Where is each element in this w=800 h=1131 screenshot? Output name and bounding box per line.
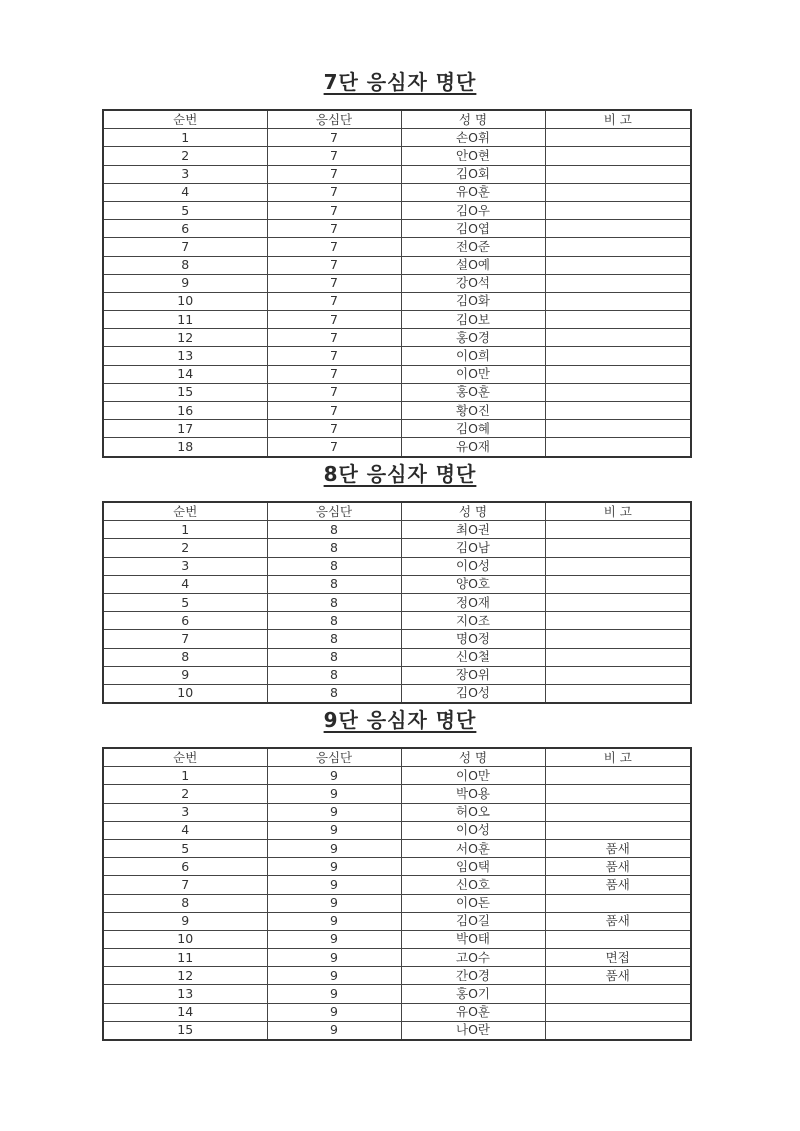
cell-grade: 9 [267, 967, 401, 985]
column-header-name: 성 명 [401, 502, 545, 521]
cell-name: 김O화 [401, 292, 545, 310]
cell-no: 6 [103, 612, 267, 630]
cell-no: 10 [103, 684, 267, 703]
cell-name: 이O성 [401, 821, 545, 839]
cell-name: 서O훈 [401, 839, 545, 857]
cell-name: 김O혜 [401, 420, 545, 438]
cell-no: 4 [103, 821, 267, 839]
table-row [103, 985, 691, 1003]
cell-no: 13 [103, 347, 267, 365]
cell-note [545, 129, 691, 147]
cell-note [545, 274, 691, 292]
cell-no: 7 [103, 238, 267, 256]
table-row [103, 365, 691, 383]
cell-grade: 7 [267, 274, 401, 292]
cell-note [545, 521, 691, 539]
cell-no: 6 [103, 220, 267, 238]
table-row [103, 420, 691, 438]
cell-note [545, 1003, 691, 1021]
cell-no: 12 [103, 967, 267, 985]
cell-name: 김O남 [401, 539, 545, 557]
cell-grade: 9 [267, 912, 401, 930]
cell-no: 8 [103, 894, 267, 912]
table-row [103, 1003, 691, 1021]
cell-no: 10 [103, 292, 267, 310]
cell-name: 설O예 [401, 256, 545, 274]
cell-name: 고O수 [401, 949, 545, 967]
table-row [103, 165, 691, 183]
cell-note [545, 593, 691, 611]
table-row [103, 539, 691, 557]
table-row [103, 767, 691, 785]
table-row [103, 949, 691, 967]
column-header-note: 비 고 [545, 110, 691, 129]
cell-note [545, 767, 691, 785]
cell-grade: 8 [267, 557, 401, 575]
cell-note: 면접 [545, 949, 691, 967]
cell-note [545, 420, 691, 438]
cell-name: 이O만 [401, 767, 545, 785]
column-header-grade: 응심단 [267, 502, 401, 521]
cell-grade: 7 [267, 292, 401, 310]
cell-no: 14 [103, 365, 267, 383]
table-row [103, 612, 691, 630]
cell-no: 18 [103, 438, 267, 457]
cell-name: 김O길 [401, 912, 545, 930]
cell-note [545, 402, 691, 420]
table-row [103, 912, 691, 930]
cell-note [545, 575, 691, 593]
cell-note [545, 803, 691, 821]
cell-grade: 7 [267, 402, 401, 420]
column-header-no: 순번 [103, 748, 267, 767]
cell-note [545, 220, 691, 238]
cell-name: 홍O기 [401, 985, 545, 1003]
cell-grade: 9 [267, 894, 401, 912]
cell-grade: 9 [267, 839, 401, 857]
table-row [103, 666, 691, 684]
cell-grade: 8 [267, 612, 401, 630]
section-title-8dan: 8단 응심자 명단 [323, 462, 477, 486]
cell-no: 15 [103, 1021, 267, 1040]
cell-name: 유O재 [401, 438, 545, 457]
cell-note: 품새 [545, 839, 691, 857]
column-header-no: 순번 [103, 110, 267, 129]
cell-note [545, 630, 691, 648]
cell-name: 김O엽 [401, 220, 545, 238]
cell-grade: 8 [267, 630, 401, 648]
cell-no: 6 [103, 858, 267, 876]
cell-note [545, 147, 691, 165]
cell-no: 8 [103, 256, 267, 274]
cell-name: 강O석 [401, 274, 545, 292]
table-row [103, 274, 691, 292]
cell-no: 4 [103, 575, 267, 593]
cell-no: 8 [103, 648, 267, 666]
cell-note: 품새 [545, 967, 691, 985]
cell-note [545, 347, 691, 365]
cell-no: 4 [103, 183, 267, 201]
cell-grade: 8 [267, 666, 401, 684]
table-row [103, 894, 691, 912]
cell-name: 최O권 [401, 521, 545, 539]
cell-name: 박O태 [401, 930, 545, 948]
cell-note [545, 329, 691, 347]
cell-grade: 8 [267, 648, 401, 666]
cell-name: 이O돈 [401, 894, 545, 912]
cell-name: 나O란 [401, 1021, 545, 1040]
cell-no: 9 [103, 274, 267, 292]
table-row [103, 329, 691, 347]
table-header-row [103, 110, 691, 129]
cell-no: 15 [103, 383, 267, 401]
cell-grade: 8 [267, 593, 401, 611]
cell-grade: 7 [267, 129, 401, 147]
cell-note [545, 557, 691, 575]
table-row [103, 220, 691, 238]
cell-grade: 9 [267, 985, 401, 1003]
cell-note [545, 894, 691, 912]
cell-name: 이O성 [401, 557, 545, 575]
cell-name: 신O철 [401, 648, 545, 666]
cell-grade: 7 [267, 329, 401, 347]
cell-name: 명O정 [401, 630, 545, 648]
table-row [103, 256, 691, 274]
column-header-grade: 응심단 [267, 748, 401, 767]
cell-no: 2 [103, 539, 267, 557]
cell-note [545, 821, 691, 839]
cell-no: 11 [103, 311, 267, 329]
cell-name: 임O택 [401, 858, 545, 876]
table-row [103, 347, 691, 365]
cell-note [545, 183, 691, 201]
table-row [103, 438, 691, 457]
cell-note [545, 930, 691, 948]
table-row [103, 383, 691, 401]
cell-note [545, 383, 691, 401]
table-row [103, 858, 691, 876]
cell-grade: 7 [267, 365, 401, 383]
cell-note [545, 311, 691, 329]
table-row [103, 876, 691, 894]
cell-no: 13 [103, 985, 267, 1003]
table-row [103, 930, 691, 948]
cell-grade: 7 [267, 201, 401, 219]
cell-note [545, 785, 691, 803]
cell-note [545, 292, 691, 310]
cell-no: 5 [103, 593, 267, 611]
cell-no: 7 [103, 876, 267, 894]
cell-no: 5 [103, 201, 267, 219]
cell-grade: 7 [267, 311, 401, 329]
cell-name: 간O경 [401, 967, 545, 985]
cell-grade: 8 [267, 521, 401, 539]
column-header-grade: 응심단 [267, 110, 401, 129]
cell-name: 유O훈 [401, 1003, 545, 1021]
table-row [103, 821, 691, 839]
cell-grade: 9 [267, 930, 401, 948]
table-row [103, 648, 691, 666]
cell-note [545, 165, 691, 183]
cell-no: 3 [103, 557, 267, 575]
cell-note [545, 666, 691, 684]
cell-no: 2 [103, 785, 267, 803]
cell-name: 정O재 [401, 593, 545, 611]
cell-no: 16 [103, 402, 267, 420]
table-row [103, 292, 691, 310]
cell-no: 1 [103, 129, 267, 147]
table-row [103, 684, 691, 703]
cell-grade: 7 [267, 420, 401, 438]
cell-note [545, 1021, 691, 1040]
table-row [103, 201, 691, 219]
cell-note [545, 684, 691, 703]
column-header-no: 순번 [103, 502, 267, 521]
cell-note [545, 238, 691, 256]
table-row [103, 311, 691, 329]
cell-name: 장O위 [401, 666, 545, 684]
cell-note: 품새 [545, 876, 691, 894]
cell-no: 1 [103, 521, 267, 539]
cell-name: 손O휘 [401, 129, 545, 147]
cell-name: 김O성 [401, 684, 545, 703]
column-header-name: 성 명 [401, 748, 545, 767]
cell-name: 홍O경 [401, 329, 545, 347]
cell-grade: 7 [267, 147, 401, 165]
cell-note [545, 648, 691, 666]
cell-name: 안O현 [401, 147, 545, 165]
cell-grade: 9 [267, 1021, 401, 1040]
cell-grade: 8 [267, 575, 401, 593]
column-header-name: 성 명 [401, 110, 545, 129]
table-row [103, 575, 691, 593]
cell-name: 이O만 [401, 365, 545, 383]
cell-name: 김O보 [401, 311, 545, 329]
cell-no: 1 [103, 767, 267, 785]
applicant-table-9dan [102, 747, 692, 1041]
table-row [103, 785, 691, 803]
cell-note [545, 985, 691, 1003]
cell-note: 품새 [545, 912, 691, 930]
cell-no: 3 [103, 165, 267, 183]
applicant-table-8dan [102, 501, 692, 704]
cell-grade: 7 [267, 383, 401, 401]
cell-no: 10 [103, 930, 267, 948]
cell-note [545, 612, 691, 630]
cell-no: 14 [103, 1003, 267, 1021]
cell-grade: 9 [267, 949, 401, 967]
cell-name: 유O훈 [401, 183, 545, 201]
cell-note [545, 256, 691, 274]
cell-name: 황O진 [401, 402, 545, 420]
cell-note [545, 438, 691, 457]
cell-grade: 8 [267, 684, 401, 703]
cell-note [545, 539, 691, 557]
cell-note: 품새 [545, 858, 691, 876]
cell-name: 양O호 [401, 575, 545, 593]
cell-grade: 7 [267, 183, 401, 201]
cell-no: 9 [103, 666, 267, 684]
cell-note [545, 365, 691, 383]
table-header-row [103, 502, 691, 521]
cell-grade: 7 [267, 165, 401, 183]
table-row [103, 839, 691, 857]
cell-grade: 8 [267, 539, 401, 557]
cell-name: 허O오 [401, 803, 545, 821]
cell-no: 5 [103, 839, 267, 857]
cell-grade: 9 [267, 821, 401, 839]
cell-grade: 9 [267, 803, 401, 821]
cell-no: 9 [103, 912, 267, 930]
cell-note [545, 201, 691, 219]
column-header-note: 비 고 [545, 748, 691, 767]
cell-grade: 7 [267, 438, 401, 457]
cell-grade: 9 [267, 876, 401, 894]
table-row [103, 147, 691, 165]
table-row [103, 630, 691, 648]
cell-name: 김O회 [401, 165, 545, 183]
cell-name: 홍O훈 [401, 383, 545, 401]
table-row [103, 557, 691, 575]
cell-grade: 9 [267, 1003, 401, 1021]
column-header-note: 비 고 [545, 502, 691, 521]
cell-no: 7 [103, 630, 267, 648]
cell-name: 지O조 [401, 612, 545, 630]
cell-name: 박O용 [401, 785, 545, 803]
table-row [103, 1021, 691, 1040]
table-row [103, 129, 691, 147]
cell-no: 12 [103, 329, 267, 347]
table-row [103, 238, 691, 256]
section-title-7dan: 7단 응심자 명단 [323, 70, 477, 94]
table-row [103, 967, 691, 985]
table-row [103, 593, 691, 611]
table-row [103, 521, 691, 539]
cell-grade: 7 [267, 220, 401, 238]
table-row [103, 183, 691, 201]
table-row [103, 402, 691, 420]
cell-grade: 7 [267, 347, 401, 365]
cell-grade: 9 [267, 767, 401, 785]
table-row [103, 803, 691, 821]
cell-no: 17 [103, 420, 267, 438]
cell-name: 김O우 [401, 201, 545, 219]
cell-grade: 7 [267, 238, 401, 256]
applicant-table-7dan [102, 109, 692, 458]
cell-no: 2 [103, 147, 267, 165]
section-title-9dan: 9단 응심자 명단 [323, 708, 477, 732]
table-header-row [103, 748, 691, 767]
cell-name: 신O호 [401, 876, 545, 894]
cell-no: 11 [103, 949, 267, 967]
cell-grade: 9 [267, 858, 401, 876]
cell-name: 이O희 [401, 347, 545, 365]
cell-name: 전O준 [401, 238, 545, 256]
cell-no: 3 [103, 803, 267, 821]
cell-grade: 7 [267, 256, 401, 274]
cell-grade: 9 [267, 785, 401, 803]
